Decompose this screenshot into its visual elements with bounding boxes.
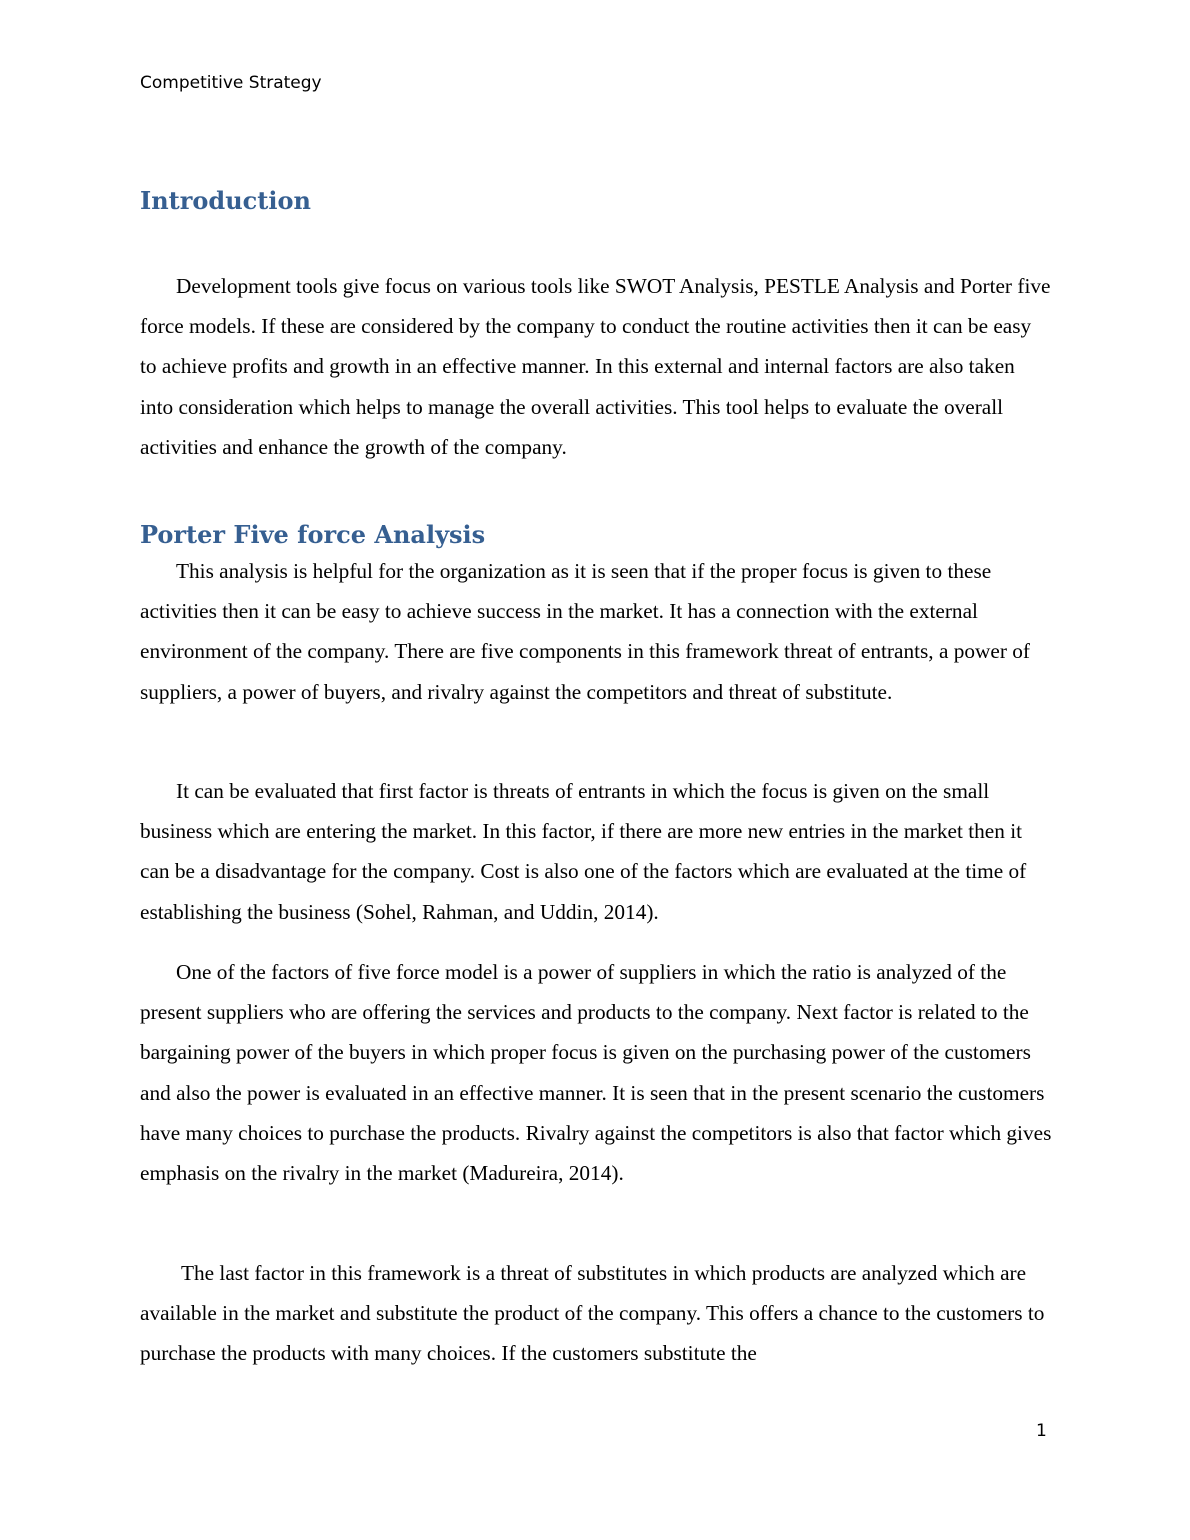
porter-paragraph-substitutes: The last factor in this framework is a threat of substitutes in which products are analyzed which are available in the market and substitute the product of the company. This offers a chance to the customers to purchase the products with many choices. If the customers substitute the [140,1261,1045,1366]
page-number: 1 [1036,1421,1047,1441]
porter-paragraph-suppliers-buyers: One of the factors of five force model is a power of suppliers in which the ratio is analyzed of the present suppliers who are offering the services and products to the company. Next factor is related to the bargaining power of the buyers in which proper focus is given on the purchasing power of the customers and also the power is evaluated in an effective manner. It is seen that in the present scenario the customers have many choices to purchase the products. Rivalry against the competitors is also that factor which gives emphasis on the rivalry in the market (Madureira, 2014). [140,960,1052,1186]
introduction-paragraph: Development tools give focus on various tools like SWOT Analysis, PESTLE Analysis and Porter five force models. If these are considered by the company to conduct the routine activities then it can be easy to achieve profits and growth in an effective manner. In this external and internal factors are also taken into consideration which helps to manage the overall activities. This tool helps to evaluate the overall activities and enhance the growth of the company. [140,274,1051,459]
porter-paragraph-overview: This analysis is helpful for the organization as it is seen that if the proper focus is given to these activities then it can be easy to achieve success in the market. It has a connection with the external environment of the company. There are five components in this framework threat of entrants, a power of suppliers, a power of buyers, and rivalry against the competitors and threat of substitute. [140,559,1031,704]
porter-paragraph-entrants: It can be evaluated that first factor is threats of entrants in which the focus is given on the small business which are entering the market. In this factor, if there are more new entries in the market then it can be a disadvantage for the company. Cost is also one of the factors which are evaluated at the time of establishing the business (Sohel, Rahman, and Uddin, 2014). [140,779,1027,924]
porter-five-force-heading: Porter Five force Analysis [140,520,486,549]
running-header: Competitive Strategy [140,73,322,93]
introduction-heading: Introduction [140,186,311,215]
